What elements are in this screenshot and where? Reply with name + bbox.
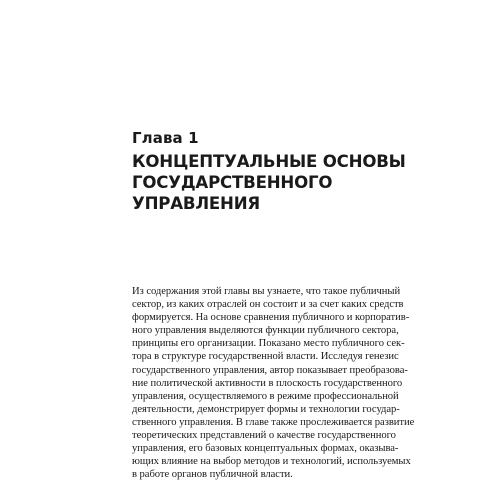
chapter-title-line: КОНЦЕПТУАЛЬНЫЕ ОСНОВЫ xyxy=(132,152,406,171)
intro-line: принципы его организации. Показано место публичного сек- xyxy=(132,338,405,350)
intro-line: формируется. На основе сравнения публичного и корпоратив- xyxy=(132,312,410,324)
chapter-title-line: УПРАВЛЕНИЯ xyxy=(132,194,261,213)
intro-line: в работе органов публичной власти. xyxy=(132,469,293,481)
intro-line: деятельности, демонстрирует формы и технологии государ- xyxy=(132,403,400,415)
chapter-title xyxy=(132,151,406,214)
intro-line: тора в структуре государственной власти. Исследуя генезис xyxy=(132,351,399,363)
intro-line: ние политической активности в плоскость государственного xyxy=(132,377,403,389)
chapter-title-line: ГОСУДАРСТВЕННОГО xyxy=(132,173,333,192)
intro-line: управления, осуществляемого в режиме профессиональной xyxy=(132,390,399,402)
intro-line: сектор, из каких отраслей он состоит и за счет каких средств xyxy=(132,299,404,311)
intro-line: государственного управления, автор показывает преобразова- xyxy=(132,364,408,376)
intro-line: Из содержания этой главы вы узнаете, что такое публичный xyxy=(132,286,401,297)
intro-line: ственного управления. В главе также прослеживается развитие xyxy=(132,416,415,428)
intro-line: теоретических представлений о качестве государственного xyxy=(132,430,396,442)
intro-line: управления, его базовых концептуальных формах, оказыва- xyxy=(132,443,399,455)
intro-line: ющих влияние на выбор методов и технологий, используемых xyxy=(132,456,411,468)
chapter-number: Глава 1 xyxy=(132,129,199,147)
chapter-intro-paragraph xyxy=(132,285,415,481)
intro-line: ного управления выделяются функции публичного сектора, xyxy=(132,325,399,337)
